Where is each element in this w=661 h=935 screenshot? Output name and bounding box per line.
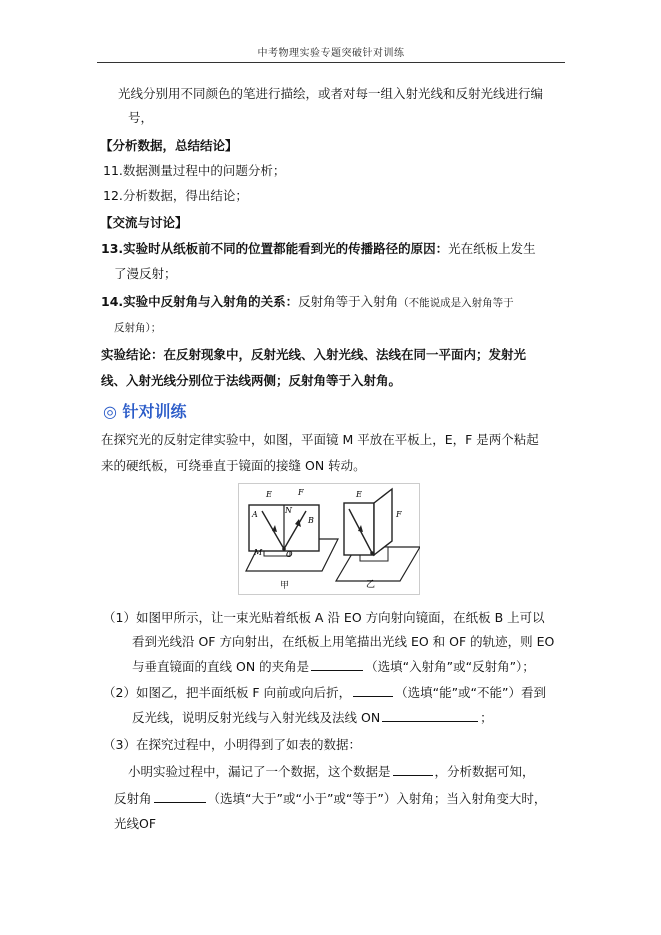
list-item <box>101 241 536 257</box>
intro-line: 在探究光的反射定律实验中，如图，平面镜 M 平放在平板上，E，F 是两个粘起 <box>101 432 539 447</box>
item-question: 14.实验中反射角与入射角的关系： <box>101 294 299 309</box>
label-e: E <box>266 490 272 499</box>
question-text: ，分析数据可知， <box>434 764 535 779</box>
question-text: 反射角 <box>114 791 152 806</box>
text-line: 了漫反射； <box>114 266 177 281</box>
item-question: 13.实验时从纸板前不同的位置都能看到光的传播路径的原因： <box>101 241 449 256</box>
label-b: B <box>308 516 314 525</box>
answer-blank[interactable] <box>393 763 433 776</box>
question-text: （2）如图乙，把半面纸板 F 向前或向后折， <box>103 685 352 700</box>
answer-blank[interactable] <box>382 709 478 722</box>
caption-left: 甲 <box>280 581 290 591</box>
question-line <box>132 709 493 726</box>
analysis-heading: 【分析数据，总结结论】 <box>100 138 238 153</box>
header-divider <box>97 62 565 63</box>
question-line <box>128 763 535 780</box>
discussion-heading: 【交流与讨论】 <box>100 215 188 230</box>
label-f: F <box>298 488 304 497</box>
text-line: 反射角）； <box>114 322 162 334</box>
conclusion-line: 实验结论：在反射现象中，反射光线、入射光线、法线在同一平面内；发射光 <box>101 347 527 362</box>
question-text: （选填“能”或“不能”）看到 <box>395 685 546 700</box>
section-title <box>103 399 187 422</box>
question-text: （选填“大于”或“小于”或“等于”）入射角；当入射角变大时， <box>207 791 547 806</box>
question-line <box>114 790 546 807</box>
answer-blank[interactable] <box>353 684 393 697</box>
question-text: （选填“入射角”或“反射角”）； <box>365 659 535 674</box>
list-item: 11.数据测量过程中的问题分析； <box>103 163 286 178</box>
list-item: 12.分析数据，得出结论； <box>103 188 248 203</box>
question-line <box>132 658 535 675</box>
question-text: 小明实验过程中，漏记了一个数据，这个数据是 <box>128 764 391 779</box>
experiment-figure <box>238 483 420 595</box>
item-answer: 光在纸板上发生 <box>448 241 536 256</box>
intro-line: 来的硬纸板，可绕垂直于镜面的接缝 ON 转动。 <box>101 458 366 473</box>
question-line: （1）如图甲所示，让一束光贴着纸板 A 沿 EO 方向射向镜面，在纸板 B 上可以 <box>103 610 545 625</box>
conclusion-line: 线、入射光线分别位于法线两侧；反射角等于入射角。 <box>101 373 402 388</box>
text-line: 号， <box>128 110 154 125</box>
diagram-right <box>336 489 420 590</box>
item-note: （不能说成是入射角等于 <box>398 297 514 309</box>
question-text: 与垂直镜面的直线 ON 的夹角是 <box>132 659 310 674</box>
label-m: M <box>254 548 263 557</box>
diagram-left <box>246 488 338 591</box>
question-line: （3）在探究过程中，小明得到了如表的数据： <box>103 737 361 752</box>
paper-board-f <box>374 489 392 555</box>
label-n: N <box>285 506 292 515</box>
label-e: E <box>356 490 362 499</box>
page-header: 中考物理实验专题突破针对训练 <box>257 48 405 59</box>
section-title-text: 针对训练 <box>122 402 187 421</box>
question-line <box>103 684 546 701</box>
question-text: ； <box>480 710 493 725</box>
caption-right: 乙 <box>366 580 376 590</box>
label-a: A <box>252 510 258 519</box>
question-text: 反光线，说明反射光线与入射光线及法线 ON <box>132 710 381 725</box>
label-f: F <box>396 510 402 519</box>
bullet-icon: ◎ <box>103 402 117 421</box>
item-answer: 反射角等于入射角 <box>298 294 399 309</box>
answer-blank[interactable] <box>311 658 363 671</box>
question-line: 看到光线沿 OF 方向射出，在纸板上用笔描出光线 EO 和 OF 的轨迹，则 EO <box>132 634 555 649</box>
label-o: O <box>286 550 293 559</box>
list-item <box>101 294 514 311</box>
point-o <box>370 551 374 555</box>
question-line: 光线OF <box>114 816 157 831</box>
answer-blank[interactable] <box>154 790 206 803</box>
text-line: 光线分别用不同颜色的笔进行描绘，或者对每一组入射光线和反射光线进行编 <box>118 86 544 101</box>
